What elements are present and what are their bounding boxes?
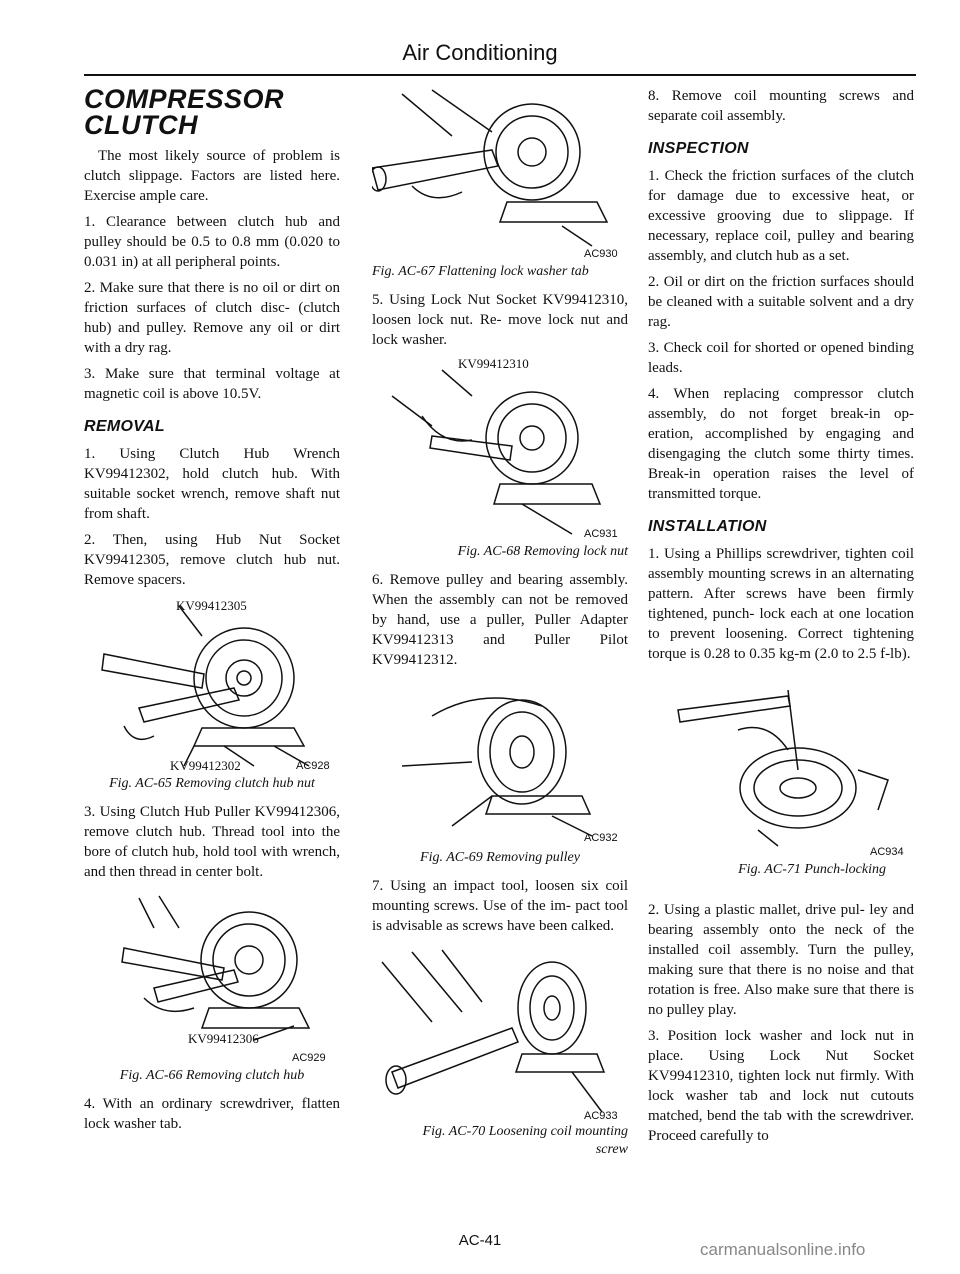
figure-caption: Fig. AC-66 Removing clutch hub [119, 1068, 305, 1083]
figure-code: AC931 [584, 528, 618, 540]
inspection-item-3: 3. Check coil for shorted or opened binding leads. [648, 340, 914, 376]
clutch-item-1: 1. Clearance between clutch hub and pulley should be 0.5 to 0.8 mm (0.020 to 0.031 in) at all peripheral points. [84, 214, 340, 270]
figure-caption: Fig. AC-69 Removing pulley [420, 850, 580, 865]
inspection-item-1: 1. Check the friction surfaces of the clutch for damage due to excessive heat, or excessive grooving due to slippage. If necessary, replace coil, pulley and bearing assembly, and clutch hub as a set. [648, 168, 914, 264]
removal-item-7: 7. Using an impact tool, loosen six coil mounting screws. Use of the im- pact tool is advisable as screws have been calked. [372, 878, 628, 934]
clutch-item-3: 3. Make sure that terminal voltage at magnetic coil is above 10.5V. [84, 366, 340, 402]
pulley-removal-illustration [372, 676, 628, 848]
figure-ac69 [372, 676, 628, 848]
punch-locking-illustration [648, 670, 914, 860]
removal-item-6: 6. Remove pulley and bearing assembly. When the assembly can not be removed by hand, use a puller, Puller Adapter KV99412313 and Puller Pilot KV99412312. [372, 572, 628, 668]
figure-caption: Fig. AC-71 Punch-locking [738, 862, 886, 877]
figure-code: AC933 [584, 1110, 618, 1122]
column-middle [372, 86, 628, 1168]
clutch-hub-nut-illustration [84, 596, 340, 774]
figure-code: AC930 [584, 248, 618, 260]
lock-washer-illustration [372, 86, 628, 262]
removal-item-1: 1. Using Clutch Hub Wrench KV99412302, hold clutch hub. With suitable socket wrench, remove shaft nut from shaft. [84, 446, 340, 522]
header-rule [84, 74, 916, 76]
coil-screw-illustration [372, 942, 628, 1124]
figure-code: AC932 [584, 832, 618, 844]
section-title: COMPRESSOR CLUTCH [84, 84, 285, 140]
figure-label-bottom: KV99412302 [170, 758, 241, 773]
figure-ac66 [84, 888, 340, 1066]
figure-code: AC929 [292, 1052, 326, 1064]
figure-label-top: KV99412305 [176, 598, 247, 613]
lock-nut-illustration [372, 356, 628, 542]
figure-label: KV99412310 [458, 356, 529, 371]
figure-code: AC934 [870, 846, 904, 858]
removal-item-3: 3. Using Clutch Hub Puller KV99412306, remove clutch hub. Thread tool into the bore of clutch hub, hold tool with wrench, and then thread in center bolt. [84, 804, 340, 880]
figure-caption: Fig. AC-67 Flattening lock washer tab [372, 264, 589, 279]
installation-heading: INSTALLATION [648, 518, 767, 535]
figure-ac65 [84, 596, 340, 774]
figure-ac67 [372, 86, 628, 262]
figure-caption: Fig. AC-68 Removing lock nut [457, 544, 628, 559]
watermark: carmanualsonline.info [700, 1240, 866, 1259]
inspection-heading: INSPECTION [648, 140, 749, 157]
page-header: Air Conditioning [402, 40, 558, 65]
page-number: AC-41 [458, 1232, 502, 1249]
clutch-item-2: 2. Make sure that there is no oil or dirt on friction surfaces of clutch disc- (clutch hub) and pulley. Remove any oil or dirt with a dry rag. [84, 280, 340, 356]
figure-ac71 [648, 670, 914, 860]
removal-item-5: 5. Using Lock Nut Socket KV99412310, loosen lock nut. Re- move lock nut and lock washer. [372, 292, 628, 348]
figure-caption: Fig. AC-65 Removing clutch hub nut [109, 776, 315, 791]
figure-label: KV99412306 [188, 1031, 259, 1046]
installation-item-1: 1. Using a Phillips screwdriver, tighten coil assembly mounting screws in an alternating pattern. After screws have been firmly tightened, punch- lock each at one location to prevent loosening. Correct tightening torque is 0.28 to 0.35 kg-m (2.0 to 2.5 f-lb). [648, 546, 914, 662]
installation-item-3: 3. Position lock washer and lock nut in place. Using Lock Nut Socket KV99412310, tighten lock nut firmly. With lock washer tab and lock nut cutouts matched, bend the tab with the screwdriver. Proceed carefully to [648, 1028, 914, 1144]
removal-heading: REMOVAL [84, 418, 165, 435]
figure-caption-cont: screw [595, 1142, 628, 1157]
figure-caption: Fig. AC-70 Loosening coil mounting [422, 1124, 628, 1139]
figure-code: AC928 [296, 760, 330, 772]
column-left [84, 86, 340, 1140]
removal-item-8: 8. Remove coil mounting screws and separate coil assembly. [648, 88, 914, 124]
figure-ac70 [372, 942, 628, 1124]
figure-ac68 [372, 356, 628, 542]
inspection-item-2: 2. Oil or dirt on the friction surfaces should be cleaned with a suitable solvent and a dry rag. [648, 274, 914, 330]
column-right [648, 86, 914, 1152]
inspection-item-4: 4. When replacing compressor clutch assembly, do not forget break-in op- eration, accomplished by engaging and disengaging the clutch some thirty times. Break-in operation raises the level of transmitted torque. [648, 386, 914, 502]
removal-item-4: 4. With an ordinary screwdriver, flatten lock washer tab. [84, 1096, 340, 1132]
intro-paragraph: The most likely source of problem is clutch slippage. Factors are listed here. Exercise ample care. [84, 148, 340, 204]
installation-item-2: 2. Using a plastic mallet, drive pul- ley and bearing assembly onto the neck of the installed coil assembly. Turn the pulley, making sure that there is no noise and that rotation is free. Also make sure that there is no pulley play. [648, 902, 914, 1018]
removal-item-2: 2. Then, using Hub Nut Socket KV99412305, remove clutch hub nut. Remove spacers. [84, 532, 340, 588]
